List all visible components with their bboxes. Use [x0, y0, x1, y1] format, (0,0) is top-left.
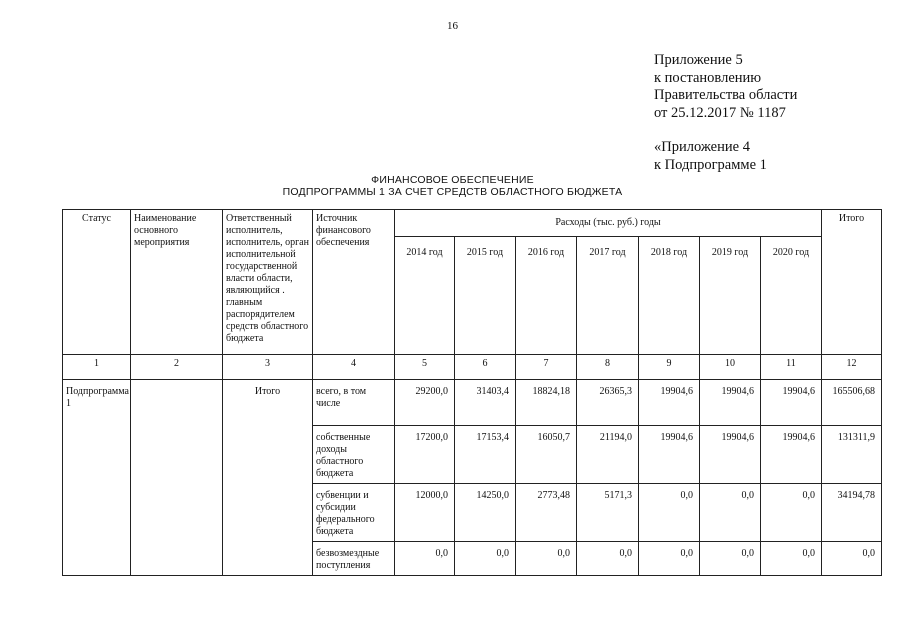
total-cell: 0,0	[822, 542, 882, 576]
value-cell: 19904,6	[761, 426, 822, 484]
header-executor: Ответственный исполнитель, исполнитель, орган исполнительной государственной власти области, являющийся . главным распорядителем средств областного бюджета	[223, 210, 313, 355]
column-numbers-row	[63, 355, 882, 380]
column-number: 12	[822, 355, 882, 380]
value-cell: 0,0	[700, 542, 761, 576]
value-cell: 19904,6	[761, 380, 822, 426]
header-source: Источник финансового обеспечения	[313, 210, 395, 355]
total-cell: 131311,9	[822, 426, 882, 484]
header-year: 2016 год	[516, 237, 577, 355]
value-cell: 0,0	[516, 542, 577, 576]
value-cell: 29200,0	[395, 380, 455, 426]
column-number: 10	[700, 355, 761, 380]
appendix-line: Правительства области	[654, 87, 798, 103]
title-line: ПОДПРОГРАММЫ 1 ЗА СЧЕТ СРЕДСТВ ОБЛАСТНОГО БЮДЖЕТА	[282, 186, 623, 198]
column-number: 1	[63, 355, 131, 380]
name-cell	[131, 380, 223, 576]
value-cell: 2773,48	[516, 484, 577, 542]
appendix-line: Приложение 5	[654, 52, 743, 68]
table-header-row	[63, 210, 882, 237]
header-name: Наименование основного мероприятия	[131, 210, 223, 355]
value-cell: 0,0	[639, 542, 700, 576]
appendix-line: к постановлению	[654, 69, 762, 86]
header-year: 2014 год	[395, 237, 455, 355]
value-cell: 14250,0	[455, 484, 516, 542]
value-cell: 19904,6	[700, 426, 761, 484]
column-number: 6	[455, 355, 516, 380]
column-number: 7	[516, 355, 577, 380]
header-status: Статус	[63, 210, 131, 355]
document-title	[0, 174, 905, 198]
column-number: 8	[577, 355, 639, 380]
column-number: 2	[131, 355, 223, 380]
value-cell: 17153,4	[455, 426, 516, 484]
column-number: 4	[313, 355, 395, 380]
value-cell: 31403,4	[455, 380, 516, 426]
value-cell: 19904,6	[639, 380, 700, 426]
header-year: 2015 год	[455, 237, 516, 355]
value-cell: 18824,18	[516, 380, 577, 426]
total-cell: 165506,68	[822, 380, 882, 426]
column-number: 3	[223, 355, 313, 380]
source-cell: субвенции и субсидии федерального бюджета	[313, 484, 395, 542]
appendix-header	[654, 52, 797, 174]
value-cell: 0,0	[639, 484, 700, 542]
header-year: 2020 год	[761, 237, 822, 355]
appendix-line: от 25.12.2017 № 1187	[654, 104, 786, 121]
header-total: Итого	[822, 210, 882, 355]
source-cell: собственные доходы областного бюджета	[313, 426, 395, 484]
value-cell: 26365,3	[577, 380, 639, 426]
header-year: 2017 год	[577, 237, 639, 355]
source-cell: безвозмездные поступления	[313, 542, 395, 576]
column-number: 9	[639, 355, 700, 380]
value-cell: 19904,6	[639, 426, 700, 484]
page-number: 16	[447, 20, 458, 32]
header-year: 2019 год	[700, 237, 761, 355]
title-line: ФИНАНСОВОЕ ОБЕСПЕЧЕНИЕ	[371, 174, 534, 186]
value-cell: 0,0	[761, 542, 822, 576]
value-cell: 19904,6	[700, 380, 761, 426]
value-cell: 0,0	[455, 542, 516, 576]
value-cell: 0,0	[761, 484, 822, 542]
executor-cell: Итого	[223, 380, 313, 576]
header-year: 2018 год	[639, 237, 700, 355]
value-cell: 0,0	[577, 542, 639, 576]
value-cell: 0,0	[700, 484, 761, 542]
value-cell: 16050,7	[516, 426, 577, 484]
header-expenses: Расходы (тыс. руб.) годы	[395, 210, 822, 237]
column-number: 11	[761, 355, 822, 380]
value-cell: 12000,0	[395, 484, 455, 542]
status-cell: Подпрограмма 1	[63, 380, 131, 576]
table-row	[63, 380, 882, 426]
value-cell: 5171,3	[577, 484, 639, 542]
value-cell: 17200,0	[395, 426, 455, 484]
source-cell: всего, в том числе	[313, 380, 395, 426]
total-cell: 34194,78	[822, 484, 882, 542]
funding-table	[62, 209, 882, 576]
appendix-line: к Подпрограмме 1	[654, 156, 767, 173]
value-cell: 0,0	[395, 542, 455, 576]
appendix-line: «Приложение 4	[654, 139, 750, 155]
column-number: 5	[395, 355, 455, 380]
value-cell: 21194,0	[577, 426, 639, 484]
